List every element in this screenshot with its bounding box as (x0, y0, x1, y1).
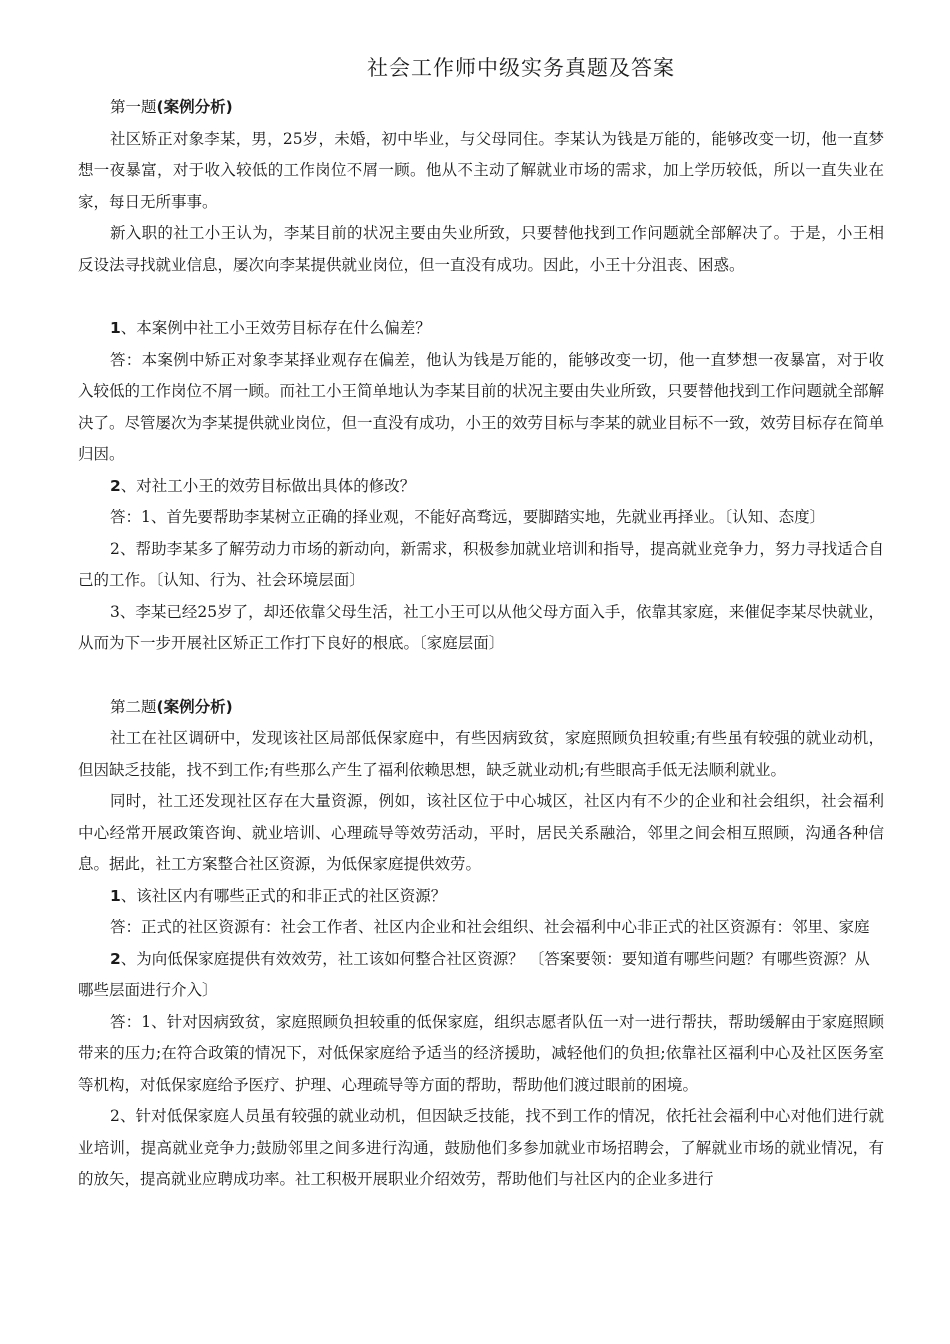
section-1-heading-tag: (案例分析) (156, 98, 233, 116)
section-2-case-paragraph-2: 同时，社工还发现社区存在大量资源，例如，该社区位于中心城区，社区内有不少的企业和社会组织，社会福利中心经常开展政策咨询、就业培训、心理疏导等效劳活动，平时，居民关系融洽，邻里之间会相互照顾，沟通各种信息。据此，社工方案整合社区资源，为低保家庭提供效劳。 (78, 792, 884, 873)
section-2-question-1 (78, 881, 884, 913)
question-number: 1 (110, 886, 121, 905)
section-2-heading (78, 692, 884, 724)
section-1-answer-2-point-3: 3、李某已经25岁了，却还依靠父母生活，社工小王可以从他父母方面入手，依靠其家庭，来催促李某尽快就业，从而为下一步开展社区矫正工作打下良好的根底。〔家庭层面〕 (78, 602, 884, 652)
spacer (78, 281, 884, 313)
section-1-question-1 (78, 313, 884, 345)
section-1-heading-prefix: 第一题 (110, 98, 157, 116)
question-number: 2 (110, 476, 121, 495)
section-2-case-paragraph-1: 社工在社区调研中，发现该社区局部低保家庭中，有些因病致贫，家庭照顾负担较重;有些虽有较强的就业动机，但因缺乏技能，找不到工作;有些那么产生了福利依赖思想，缺乏就业动机;有些眼高手低无法顺利就业。 (78, 729, 884, 779)
section-2-question-2 (78, 944, 884, 1007)
question-number: 1 (110, 319, 121, 337)
section-1-answer-2-point-2: 2、帮助李某多了解劳动力市场的新动向，新需求，积极参加就业培训和指导，提高就业竞争力，努力寻找适合自己的工作。〔认知、行为、社会环境层面〕 (78, 539, 884, 589)
question-text: 、对社工小王的效劳目标做出具体的修改？ (120, 476, 416, 495)
question-text: 、本案例中社工小王效劳目标存在什么偏差？ (120, 319, 431, 337)
question-text: 、该社区内有哪些正式的和非正式的社区资源？ (120, 886, 447, 905)
spacer (78, 660, 884, 692)
section-1-answer-1: 答：本案例中矫正对象李某择业观存在偏差，他认为钱是万能的，能够改变一切，他一直梦想一夜暴富，对于收入较低的工作岗位不屑一顾。而社工小王简单地认为李某目前的状况主要由失业所致，只要替他找到工作问题就全部解决了。尽管屡次为李某提供就业岗位，但一直没有成功，小王的效劳目标与李某的就业目标不一致，效劳目标存在简单归因。 (78, 350, 885, 463)
section-1-case-paragraph-1: 社区矫正对象李某，男，25岁，未婚，初中毕业，与父母同住。李某认为钱是万能的，能够改变一切，他一直梦想一夜暴富，对于收入较低的工作岗位不屑一顾。他从不主动了解就业市场的需求，加上学历较低，所以一直失业在家，每日无所事事。 (78, 129, 884, 211)
question-text: 、为向低保家庭提供有效效劳，社工该如何整合社区资源？ 〔答案要领：要知道有哪些问题？有哪些资源？从哪些层面进行介入〕 (78, 949, 870, 999)
section-1-question-2 (78, 471, 884, 503)
section-1-heading (78, 92, 884, 124)
section-2-answer-2-point-1: 答：1、针对因病致贫，家庭照顾负担较重的低保家庭，组织志愿者队伍一对一进行帮扶，帮助缓解由于家庭照顾带来的压力;在符合政策的情况下，对低保家庭给予适当的经济援助，减轻他们的负担;依靠社区福利中心及社区医务室等机构，对低保家庭给予医疗、护理、心理疏导等方面的帮助，帮助他们渡过眼前的困境。 (78, 1012, 884, 1094)
section-2-answer-1: 答：正式的社区资源有：社会工作者、社区内企业和社会组织、社会福利中心非正式的社区资源有：邻里、家庭 (110, 918, 870, 936)
document-page (78, 50, 884, 1196)
section-1-answer-2-point-1: 答：1、首先要帮助李某树立正确的择业观，不能好高骛远，要脚踏实地，先就业再择业。〔认知、态度〕 (110, 508, 826, 526)
question-number: 2 (110, 949, 121, 968)
section-2-heading-prefix: 第二题 (110, 697, 157, 716)
section-1-case-paragraph-2: 新入职的社工小王认为，李某目前的状况主要由失业所致，只要替他找到工作问题就全部解决了。于是，小王相反设法寻找就业信息，屡次向李某提供就业岗位，但一直没有成功。因此，小王十分沮丧、困惑。 (78, 224, 884, 274)
section-2-heading-tag: (案例分析) (156, 697, 233, 716)
page-title: 社会工作师中级实务真题及答案 (367, 56, 675, 80)
section-2-answer-2-point-2: 2、针对低保家庭人员虽有较强的就业动机，但因缺乏技能，找不到工作的情况，依托社会福利中心对他们进行就业培训，提高就业竞争力;鼓励邻里之间多进行沟通，鼓励他们多参加就业市场招聘会，了解就业市场的就业情况，有的放矢，提高就业应聘成功率。社工积极开展职业介绍效劳，帮助他们与社区内的企业多进行 (78, 1107, 884, 1188)
